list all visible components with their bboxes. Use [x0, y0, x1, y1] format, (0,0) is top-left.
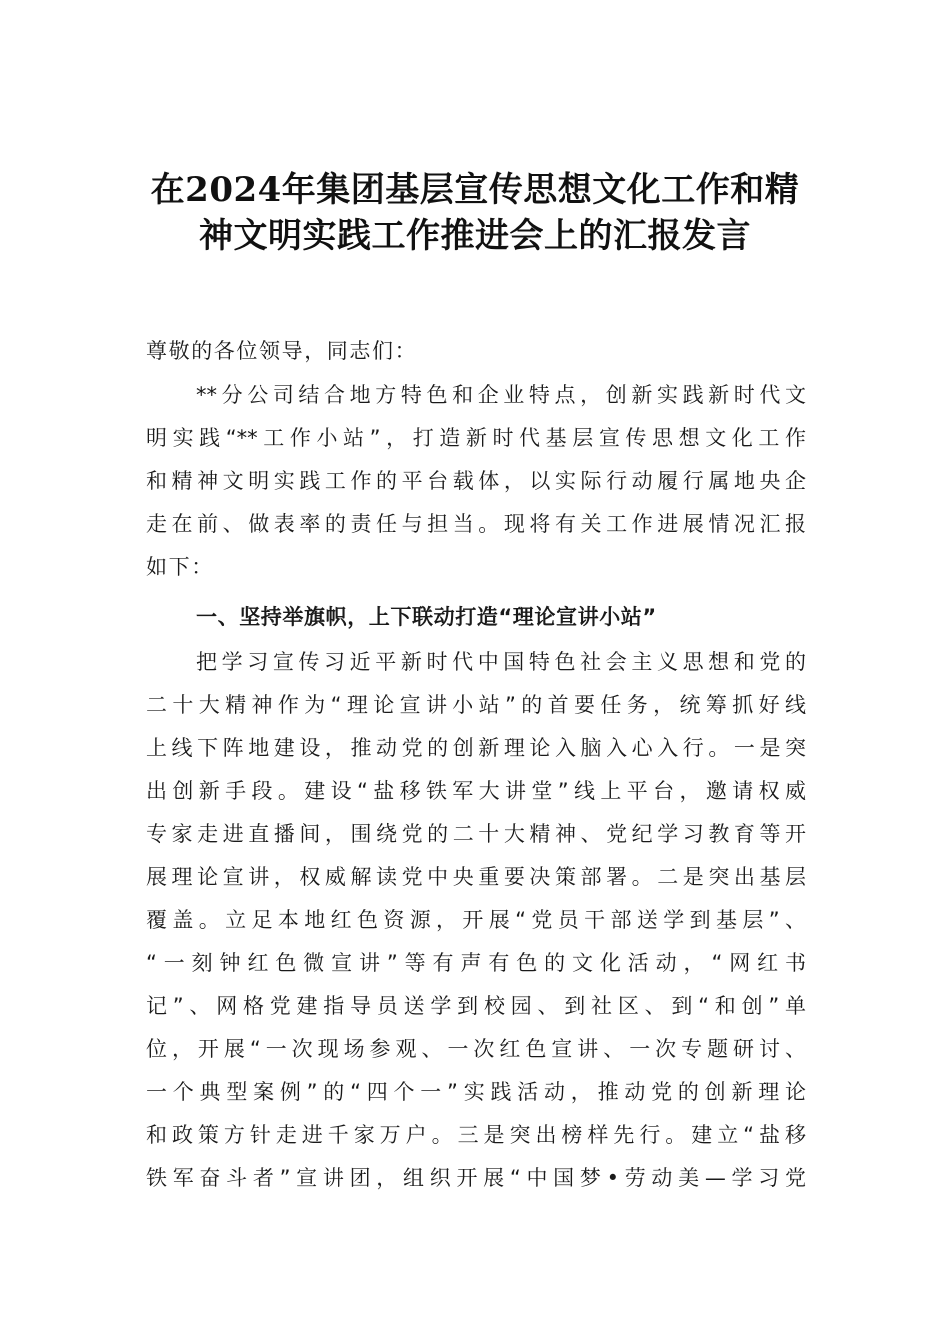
paragraph-1-line: 如下：	[146, 555, 214, 579]
paragraph-1-line: **分公司结合地方特色和企业特点，创新实践新时代文	[196, 383, 806, 407]
document-title-line-2: 神文明实践工作推进会上的汇报发言	[199, 216, 751, 256]
paragraph-2-line: 二十大精神作为“理论宣讲小站”的首要任务，统筹抓好线	[146, 693, 806, 717]
paragraph-1-line: 和精神文明实践工作的平台载体，以实际行动履行属地央企	[146, 469, 806, 493]
paragraph-2-line: 出创新手段。建设“盐移铁军大讲堂”线上平台，邀请权威	[146, 779, 806, 803]
paragraph-2-line: 一个典型案例”的“四个一”实践活动，推动党的创新理论	[146, 1080, 806, 1104]
section-1-heading: 一、坚持举旗帜，上下联动打造“理论宣讲小站”	[196, 605, 657, 629]
paragraph-2-line: 专家走进直播间，围绕党的二十大精神、党纪学习教育等开	[146, 822, 806, 846]
paragraph-2-line: 铁军奋斗者”宣讲团，组织开展“中国梦•劳动美—学习党	[146, 1166, 806, 1190]
paragraph-2-line: 和政策方针走进千家万户。三是突出榜样先行。建立“盐移	[146, 1123, 806, 1147]
paragraph-2-line: 上线下阵地建设，推动党的创新理论入脑入心入行。一是突	[146, 736, 806, 760]
document-title-line-1: 在2024年集团基层宣传思想文化工作和精	[150, 170, 800, 210]
paragraph-2-line: 展理论宣讲，权威解读党中央重要决策部署。二是突出基层	[146, 865, 806, 889]
paragraph-2-line: “一刻钟红色微宣讲”等有声有色的文化活动，“网红书	[146, 951, 806, 975]
paragraph-2-line: 覆盖。立足本地红色资源，开展“党员干部送学到基层”、	[146, 908, 806, 932]
paragraph-2-line: 把学习宣传习近平新时代中国特色社会主义思想和党的	[196, 650, 806, 674]
paragraph-1-line: 走在前、做表率的责任与担当。现将有关工作进展情况汇报	[146, 512, 806, 536]
paragraph-2-line: 记”、网格党建指导员送学到校园、到社区、到“和创”单	[146, 994, 806, 1018]
salutation: 尊敬的各位领导，同志们：	[146, 339, 418, 363]
paragraph-2-line: 位，开展“一次现场参观、一次红色宣讲、一次专题研讨、	[146, 1037, 806, 1061]
paragraph-1-line: 明实践“**工作小站”，打造新时代基层宣传思想文化工作	[146, 426, 806, 450]
